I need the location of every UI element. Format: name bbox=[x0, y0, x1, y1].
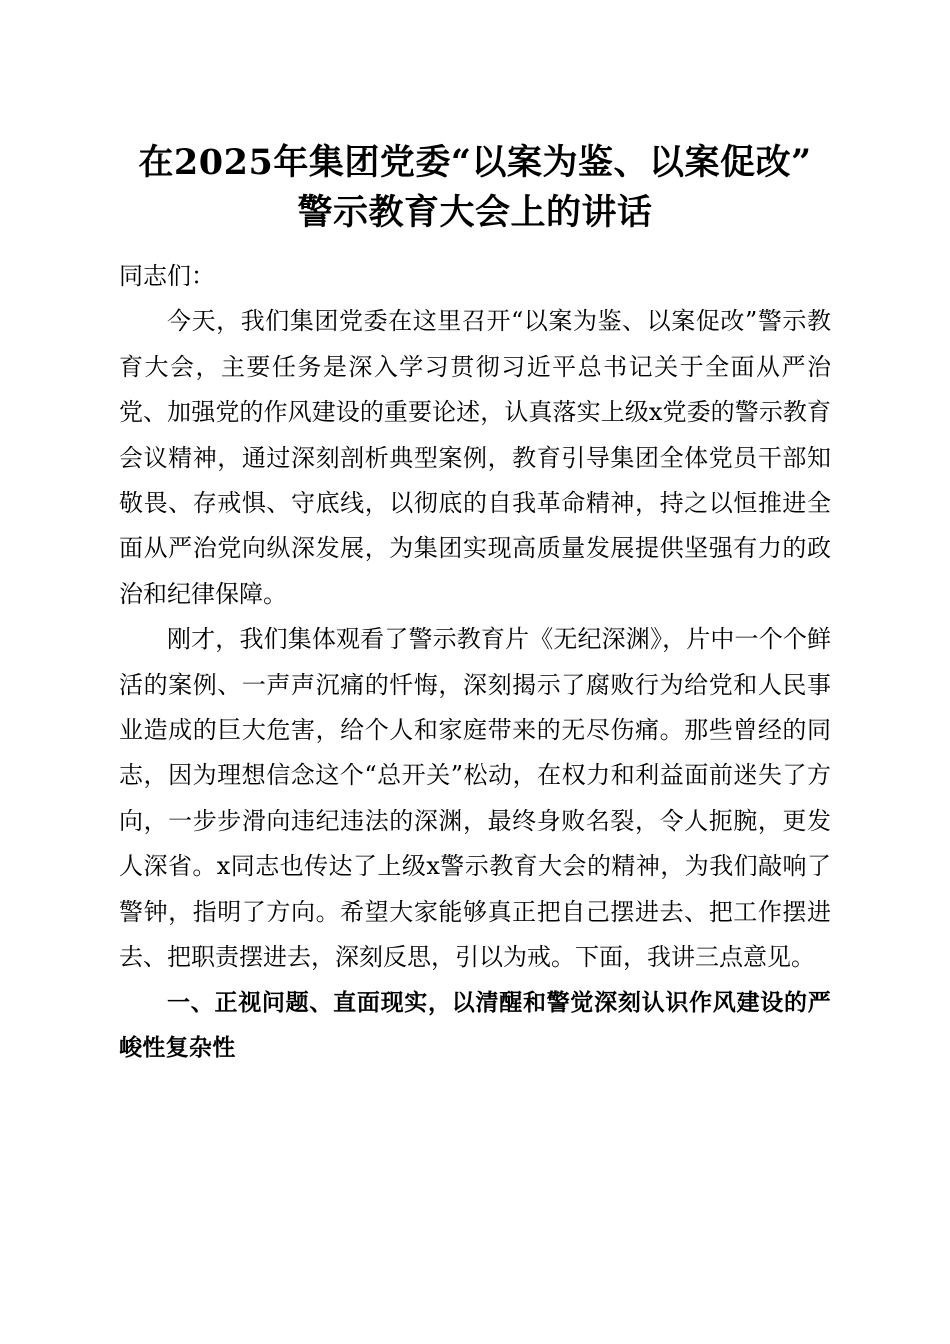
document-body bbox=[119, 254, 831, 1071]
document-title bbox=[100, 138, 850, 238]
paragraph-1: 今天，我们集团党委在这里召开“以案为鉴、以案促改”警示教育大会，主要任务是深入学习贯彻习近平总书记关于全面从严治党、加强党的作风建设的重要论述，认真落实上级x党委的警示教育会议精神，通过深刻剖析典型案例，教育引导集团全体党员干部知敬畏、存戒惧、守底线，以彻底的自我革命精神，持之以恒推进全面从严治党向纵深发展，为集团实现高质量发展提供坚强有力的政治和纪律保障。 bbox=[119, 307, 831, 608]
title-line-2: 警示教育大会上的讲话 bbox=[297, 192, 653, 233]
title-line-1: 在2025年集团党委“以案为鉴、以案促改” bbox=[138, 142, 812, 183]
paragraph-2: 刚才，我们集体观看了警示教育片《无纪深渊》，片中一个个鲜活的案例、一声声沉痛的忏悔，深刻揭示了腐败行为给党和人民事业造成的巨大危害，给个人和家庭带来的无尽伤痛。那些曾经的同志，因为理想信念这个“总开关”松动，在权力和利益面前迷失了方向，一步步滑向违纪违法的深渊，最终身败名裂，令人扼腕，更发人深省。x同志也传达了上级x警示教育大会的精神，为我们敲响了警钟，指明了方向。希望大家能够真正把自己摆进去、把工作摆进去、把职责摆进去，深刻反思，引以为戒。下面，我讲三点意见。 bbox=[119, 625, 831, 972]
section-heading-1: 一、正视问题、直面现实，以清醒和警觉深刻认识作风建设的严峻性复杂性 bbox=[119, 989, 831, 1061]
salutation: 同志们： bbox=[119, 262, 215, 290]
